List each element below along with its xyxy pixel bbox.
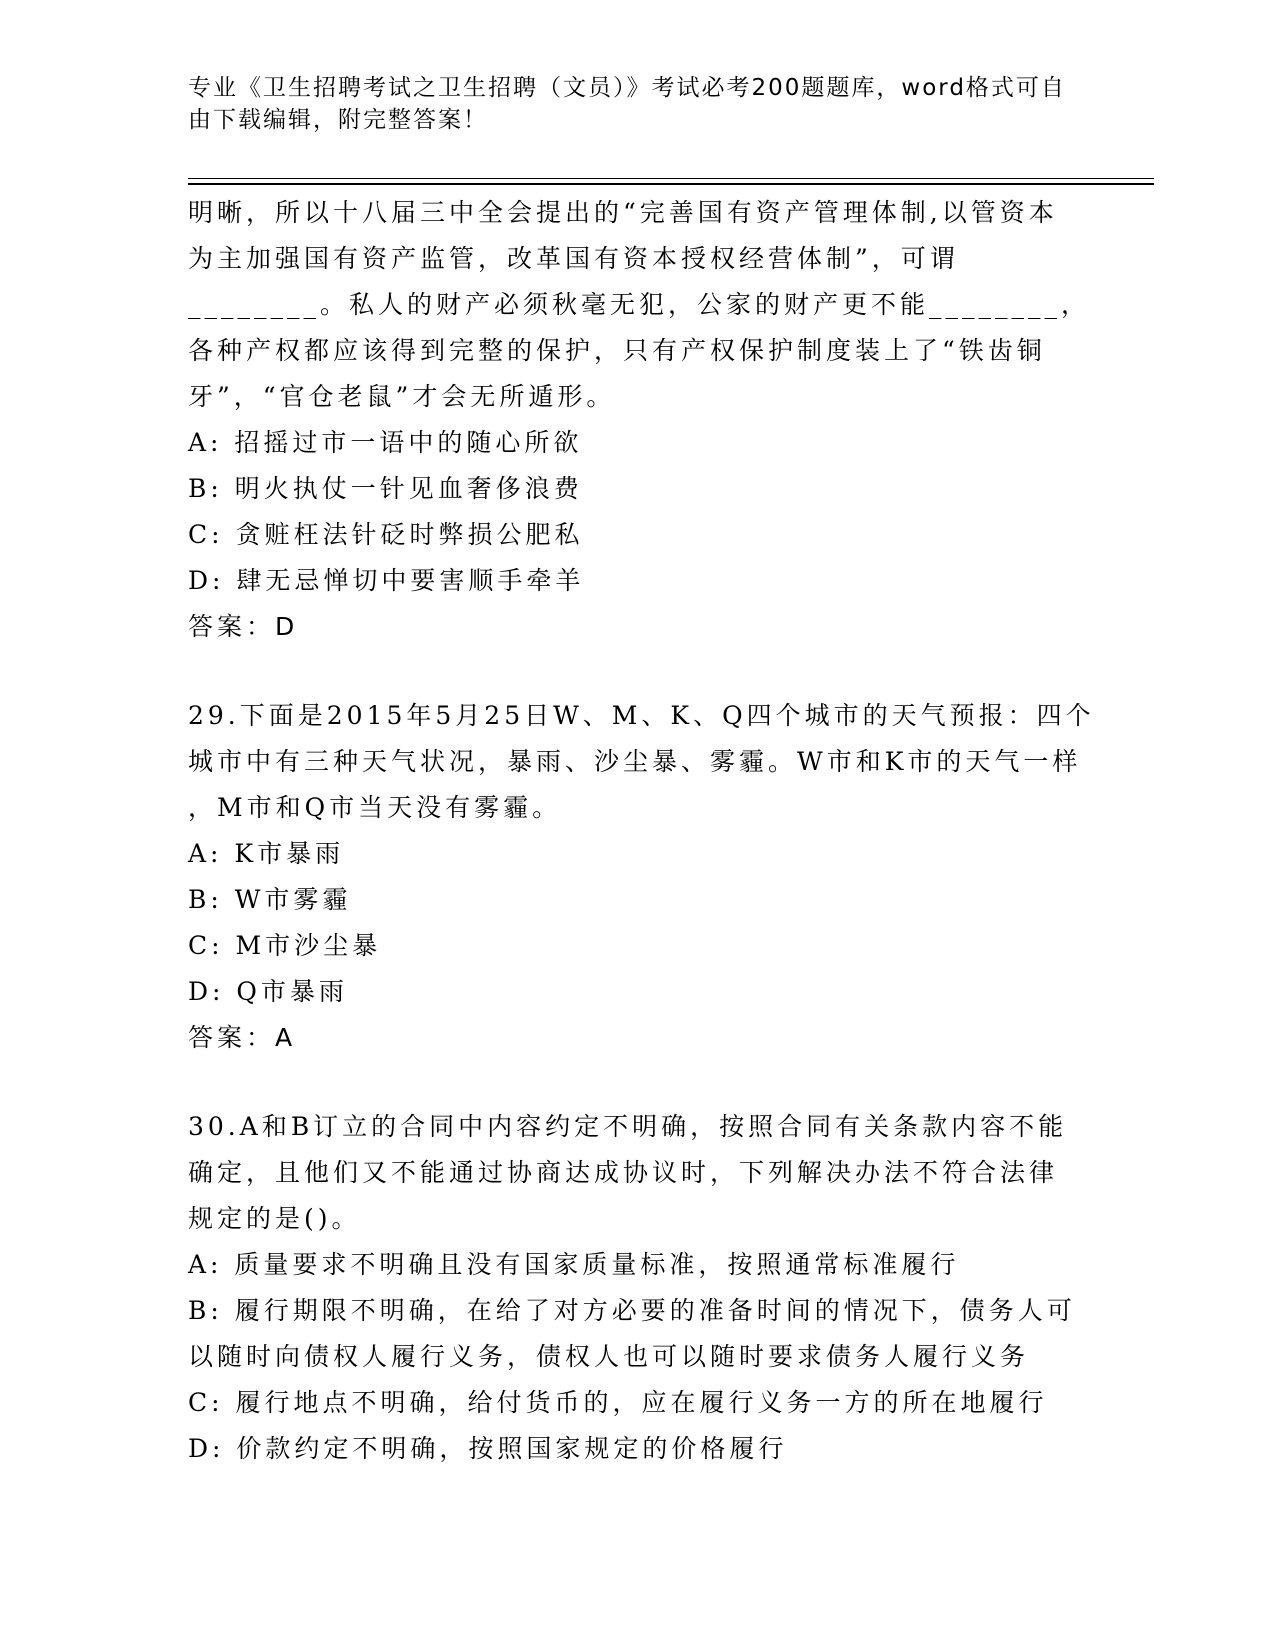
option-d: D: Q市暴雨 [188,977,348,1006]
question-stem-line: 城市中有三种天气状况，暴雨、沙尘暴、雾霾。W市和K市的天气一样 [188,747,1082,776]
question-stem-line: 各种产权都应该得到完整的保护，只有产权保护制度装上了“铁齿铜 [188,336,1046,365]
question-stem-line: 29.下面是2015年5月25日W、M、K、Q四个城市的天气预报：四个 [188,701,1095,730]
option-b: B: W市雾霾 [188,885,352,914]
page-header [188,72,1088,136]
option-a: A: K市暴雨 [188,839,345,868]
answer-label: 答案：D [188,612,299,641]
header-divider-thin [188,178,1154,179]
question-28 [188,190,1091,650]
question-stem-line: ________。私人的财产必须秋毫无犯，公家的财产更不能________， [188,290,1091,319]
question-stem-line: ，M市和Q市当天没有雾霾。 [188,793,562,822]
option-b: B: 履行期限不明确，在给了对方必要的准备时间的情况下，债务人可 [188,1296,1076,1325]
question-30 [188,1104,1088,1472]
option-c: C: 履行地点不明确，给付货币的，应在履行义务一方的所在地履行 [188,1388,1048,1417]
question-stem-line: 明晰，所以十八届三中全会提出的“完善国有资产管理体制,以管资本 [188,198,1058,227]
option-d: D: 肆无忌惮切中要害顺手牵羊 [188,566,585,595]
option-a: A: 招摇过市一语中的随心所欲 [188,428,583,457]
question-stem-line: 30.A和B订立的合同中内容约定不明确，按照合同有关条款内容不能 [188,1112,1068,1141]
option-c: C: 贪赃枉法针砭时弊损公肥私 [188,520,584,549]
question-29 [188,693,1095,1061]
answer-label: 答案：A [188,1023,297,1052]
option-d: D: 价款约定不明确，按照国家规定的价格履行 [188,1434,788,1463]
question-stem-line: 确定，且他们又不能通过协商达成协议时，下列解决办法不符合法律 [188,1158,1059,1187]
header-line-1: 专业《卫生招聘考试之卫生招聘（文员）》考试必考200题题库，word格式可自 [188,75,1066,101]
question-stem-line: 牙”，“官仓老鼠”才会无所遁形。 [188,382,616,411]
option-c: C: M市沙尘暴 [188,931,382,960]
header-divider-thick [188,183,1154,185]
option-b: B: 明火执仗一针见血奢侈浪费 [188,474,583,503]
question-stem-line: 规定的是()。 [188,1204,361,1233]
question-stem-line: 为主加强国有资产监管，改革国有资本授权经营体制”，可谓 [188,244,959,273]
option-a: A: 质量要求不明确且没有国家质量标准，按照通常标准履行 [188,1250,960,1279]
option-b-continued: 以随时向债权人履行义务，债权人也可以随时要求债务人履行义务 [188,1342,1030,1371]
header-line-2: 由下载编辑，附完整答案！ [188,107,488,133]
document-body [188,190,1095,1472]
